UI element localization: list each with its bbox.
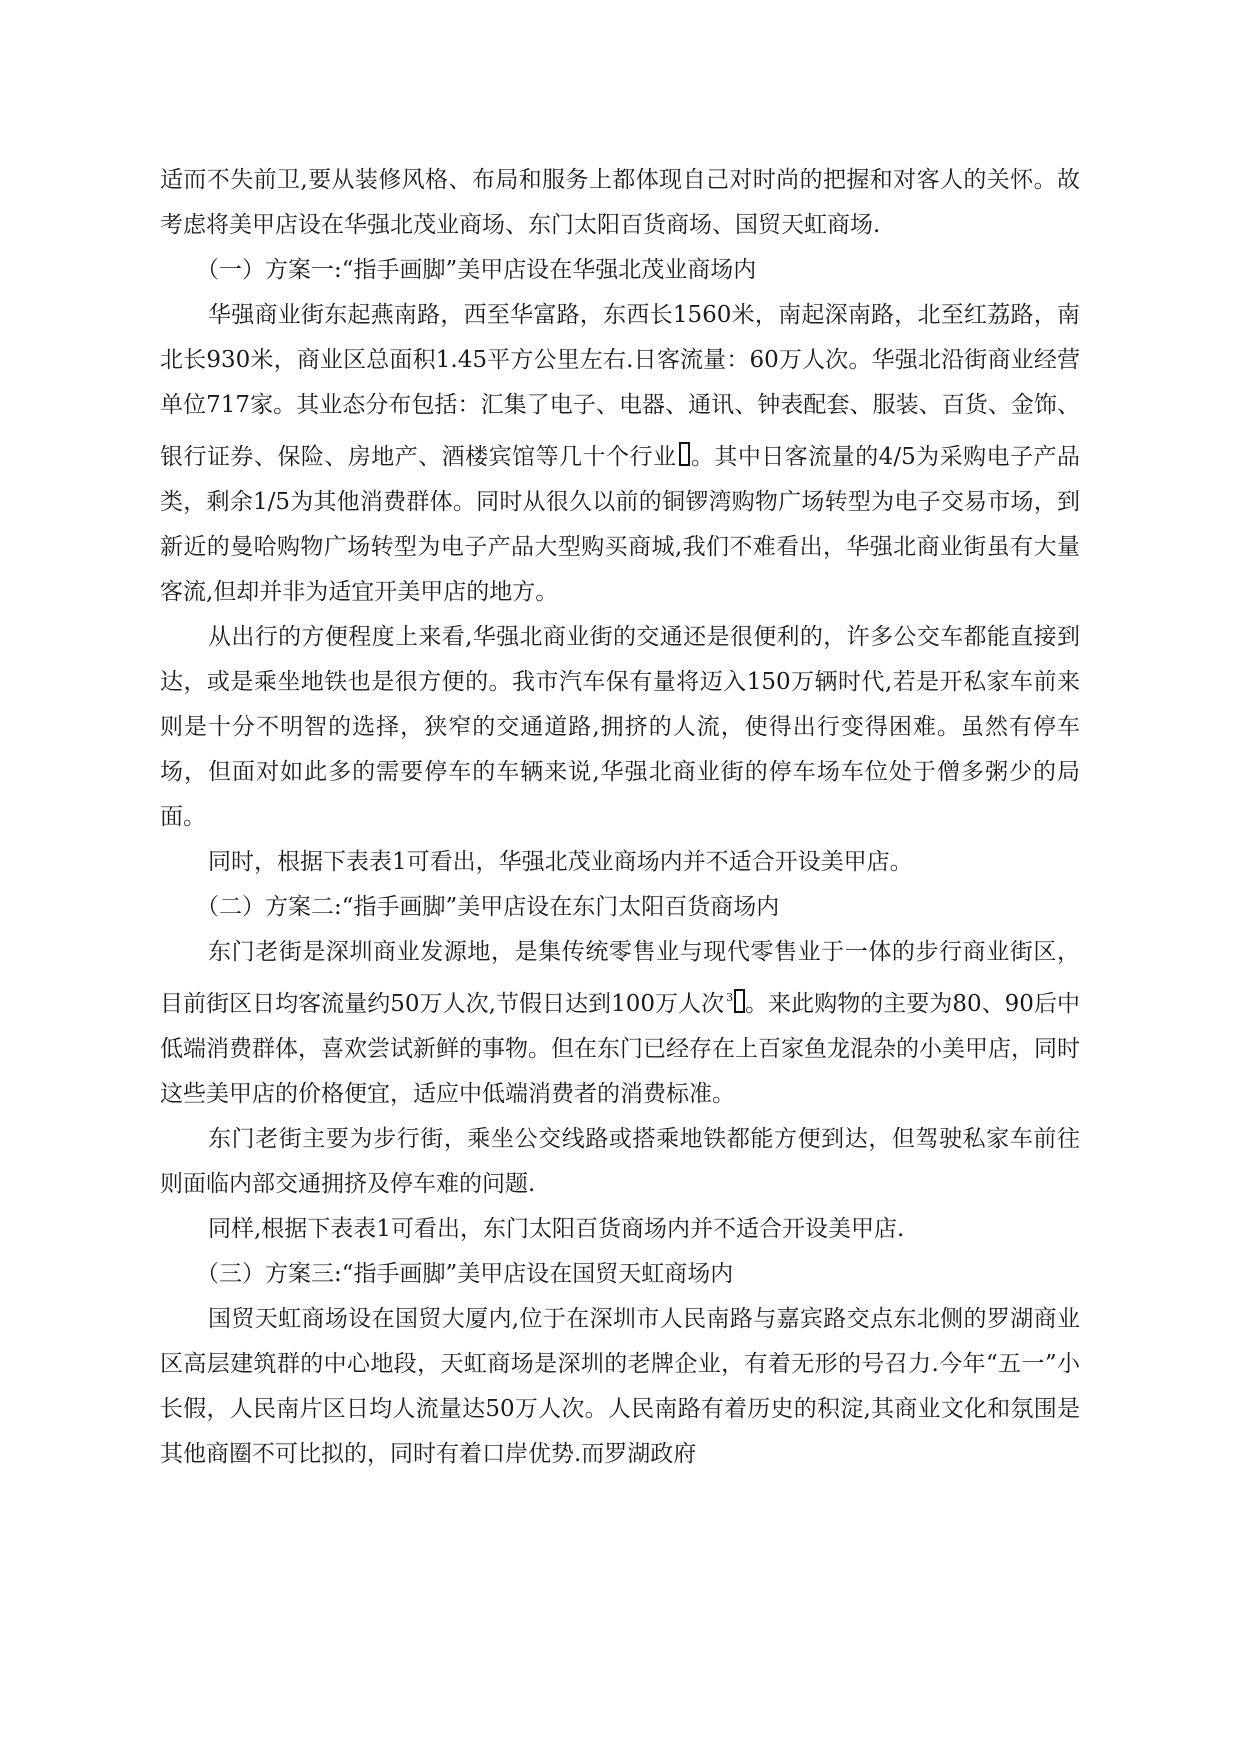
paragraph-huaqiang-conclusion: 同时，根据下表表1可看出，华强北茂业商场内并不适合开设美甲店。	[208, 849, 913, 875]
section-heading-plan-three: （三）方案三:“指手画脚”美甲店设在国贸天虹商场内	[196, 1261, 734, 1287]
paragraph-text-after-citation: 。来此购物的主要为80、90后中低端消费群体，喜欢尝试新鲜的事物。但在东门已经存在上百家鱼龙混杂的小美甲店，同时这些美甲店的价格便宜，适应中低端消费者的消费标准。	[160, 991, 1080, 1107]
paragraph-text-after-citation: 。其中日客流量的4/5为采购电子产品类，剩余1/5为其他消费群体。同时从很久以前的铜锣湾购物广场转型为电子交易市场，到新近的曼哈购物广场转型为电子产品大型购买商城,我们不难看出，华强北商业街虽有大量客流,但却并非为适宜开美甲店的地方。	[160, 444, 1081, 605]
section-heading-plan-one: （一）方案一:“指手画脚”美甲店设在华强北茂业商场内	[196, 257, 757, 283]
paragraph-huaqiang-transport: 从出行的方便程度上来看,华强北商业街的交通还是很便利的，许多公交车都能直接到达，或是乘坐地铁也是很方便的。我市汽车保有量将迈入150万辆时代,若是开私家车前来则是十分不明智的选择，狭窄的交通道路,拥挤的人流，使得出行变得困难。虽然有停车场，但面对如此多的需要停车的车辆来说,华强北商业街的停车场车位处于僧多粥少的局面。	[160, 624, 1080, 830]
paragraph-dongmen-transport: 东门老街主要为步行街，乘坐公交线路或搭乘地铁都能方便到达，但驾驶私家车前往则面临内部交通拥挤及停车难的问题.	[160, 1126, 1080, 1197]
paragraph-text: 东门老街是深圳商业发源地，是集传统零售业与现代零售业于一体的步行商业街区，目前街区日均客流量约50万人次,节假日达到100万人次	[160, 939, 1080, 1017]
citation-box-icon	[734, 989, 745, 1013]
citation-number: 3	[726, 991, 734, 1004]
paragraph-dongmen-overview	[160, 930, 1080, 1117]
paragraph-guomao-overview: 国贸天虹商场设在国贸大厦内,位于在深圳市人民南路与嘉宾路交点东北侧的罗湖商业区高层建筑群的中心地段，天虹商场是深圳的老牌企业，有着无形的号召力.今年“五一”小长假，人民南片区日均人流量达50万人次。人民南路有着历史的积淀,其商业文化和氛围是其他商圈不可比拟的，同时有着口岸优势.而罗湖政府	[160, 1306, 1080, 1467]
section-heading-plan-two: （二）方案二:“指手画脚”美甲店设在东门太阳百货商场内	[196, 894, 780, 920]
paragraph-text: 华强商业街东起燕南路，西至华富路，东西长1560米，南起深南路，北至红荔路，南北长930米，商业区总面积1.45平方公里左右.日客流量：60万人次。华强北沿街商业经营单位717家。其业态分布包括：汇集了电子、电器、通讯、钟表配套、服装、百货、金饰、银行证券、保险、房地产、酒楼宾馆等几十个行业	[160, 302, 1080, 470]
document-page	[160, 158, 1080, 1477]
paragraph-continuation: 适而不失前卫,要从装修风格、布局和服务上都体现自己对时尚的把握和对客人的关怀。故考虑将美甲店设在华强北茂业商场、东门太阳百货商场、国贸天虹商场.	[160, 167, 1080, 238]
paragraph-dongmen-conclusion: 同样,根据下表表1可看出，东门太阳百货商场内并不适合开设美甲店.	[208, 1216, 905, 1242]
paragraph-huaqiang-overview	[160, 293, 1080, 615]
citation-box-icon	[679, 442, 690, 466]
